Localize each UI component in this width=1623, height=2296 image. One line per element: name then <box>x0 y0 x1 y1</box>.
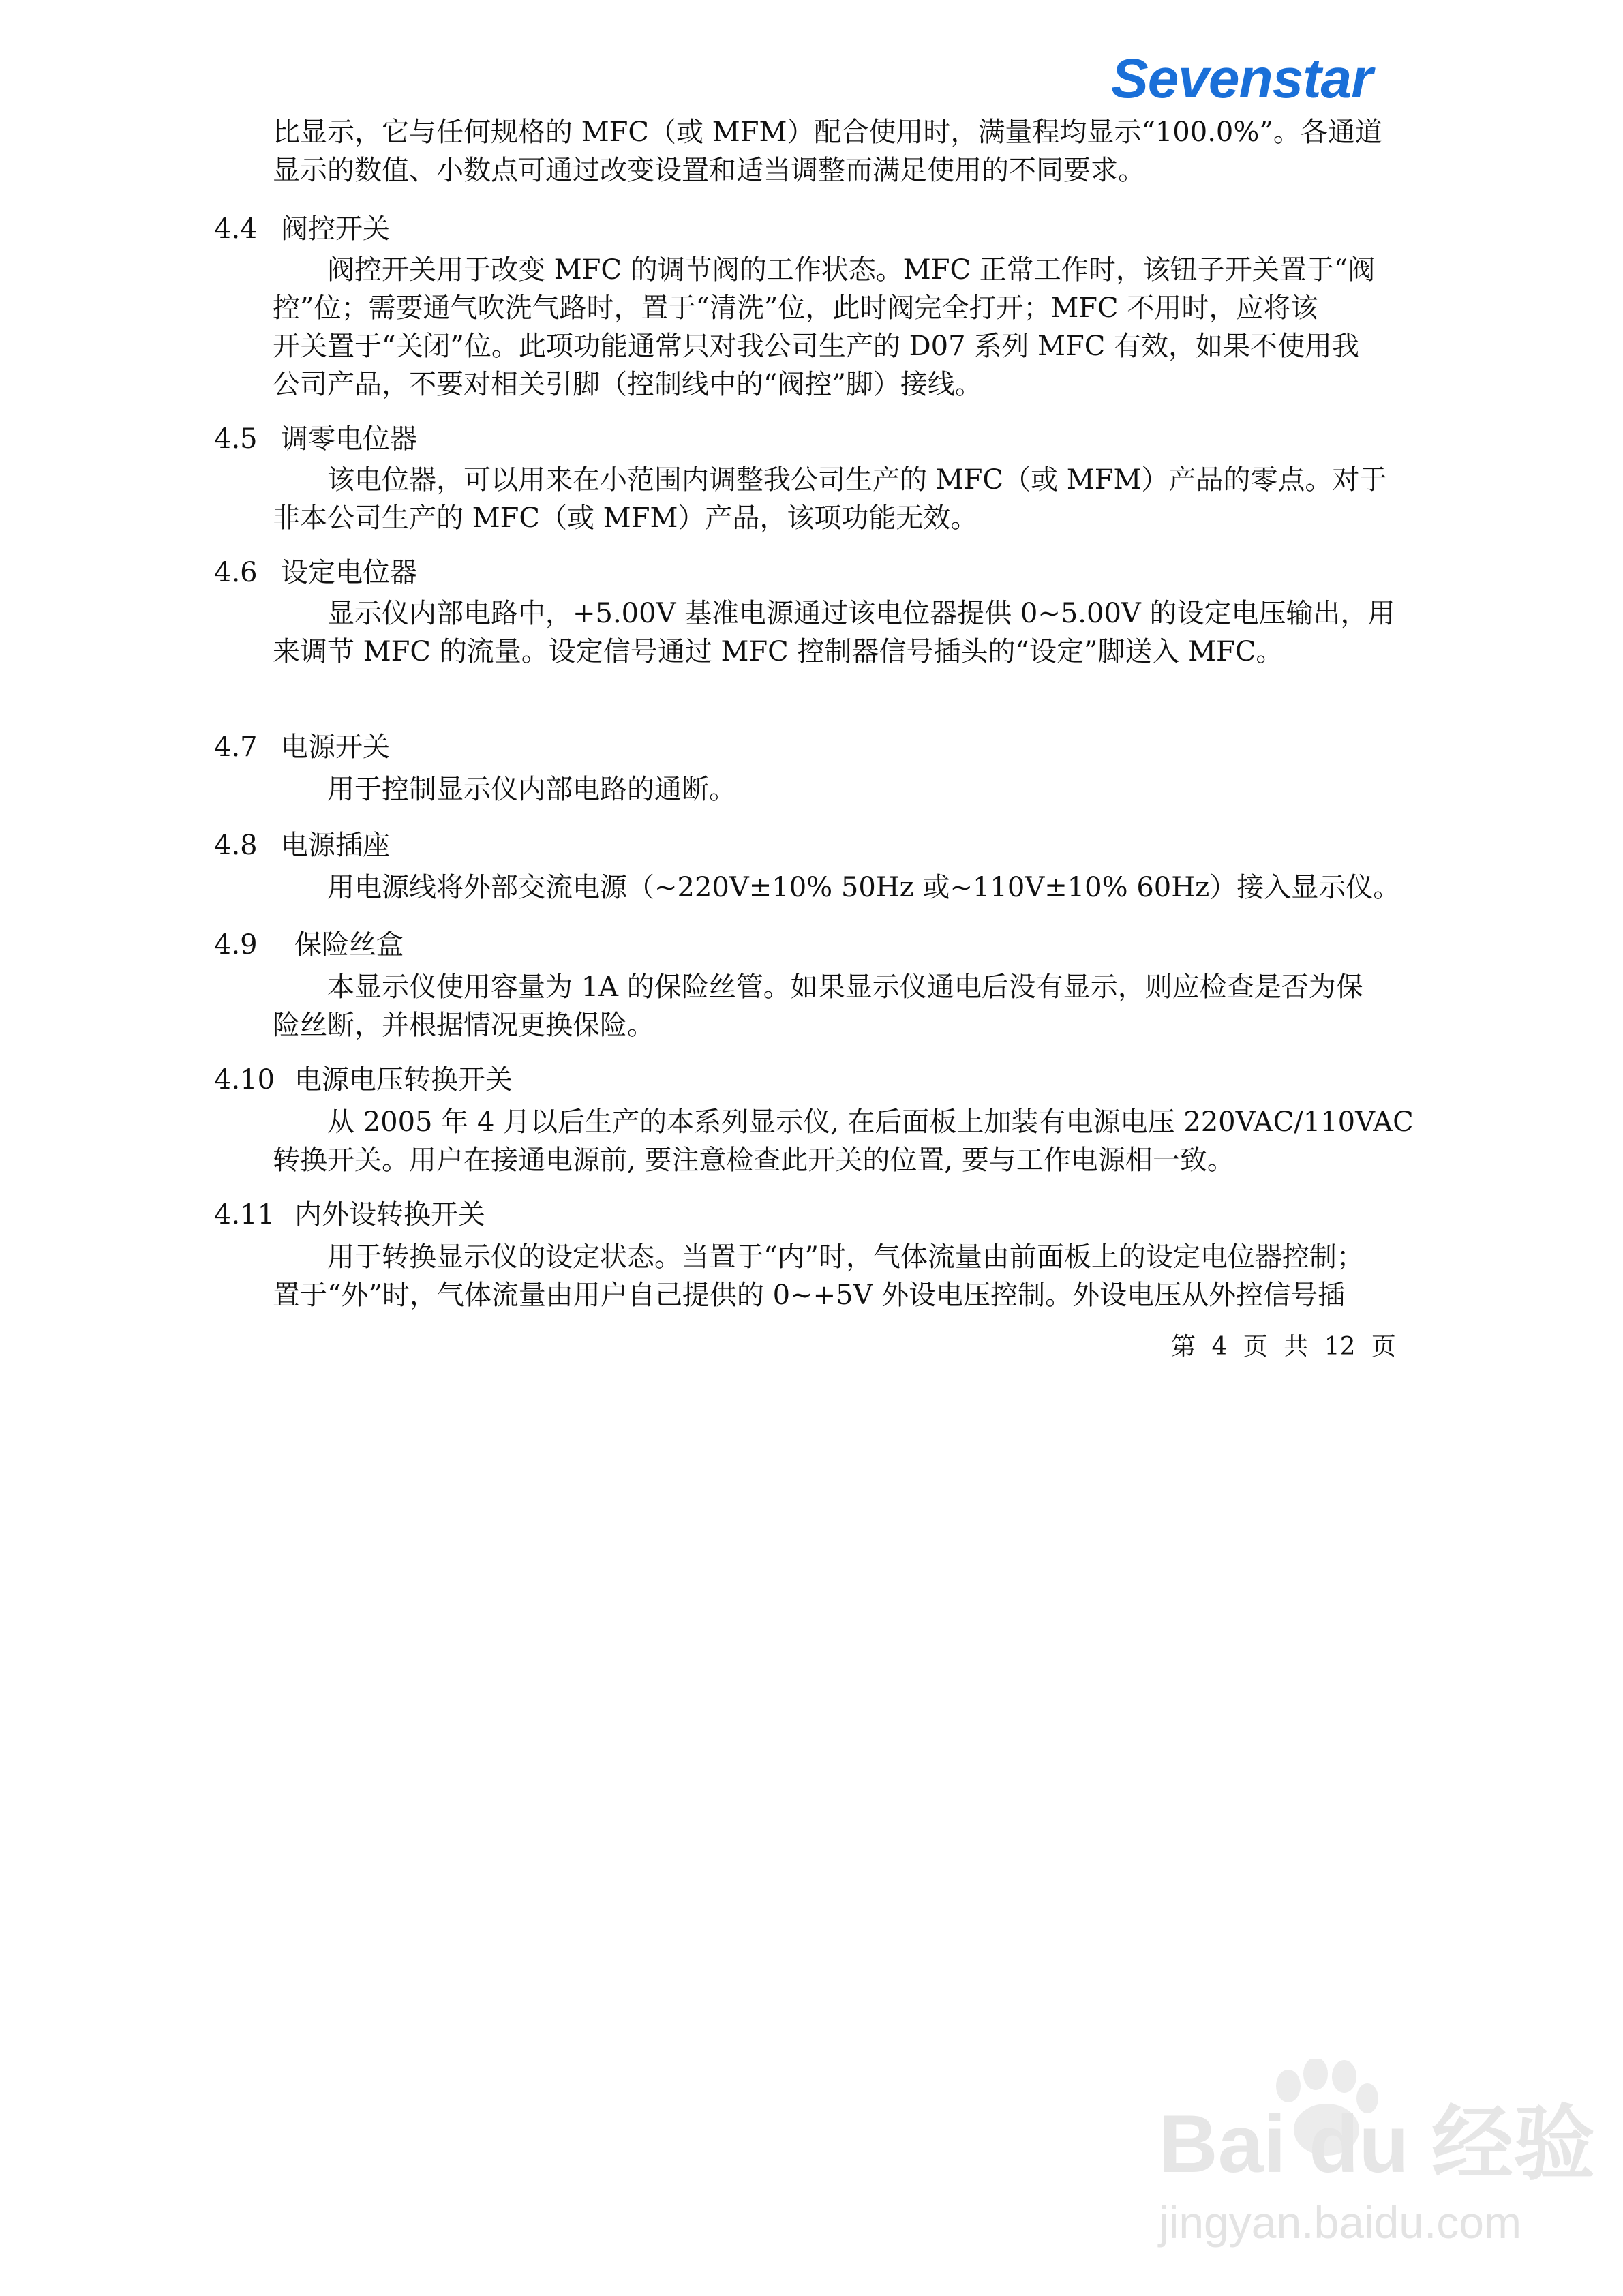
section-title: 调零电位器 <box>281 423 417 455</box>
section-number: 4.8 <box>214 830 258 861</box>
paragraph-line: 控”位；需要通气吹洗气路时，置于“清洗”位，此时阀完全打开；MFC 不用时，应将该 <box>273 292 1318 324</box>
paragraph-line: 本显示仪使用容量为 1A 的保险丝管。如果显示仪通电后没有显示，则应检查是否为保 <box>327 971 1363 1003</box>
watermark-url: jingyan.baidu.com <box>1159 2197 1521 2248</box>
paragraph-line: 公司产品，不要对相关引脚（控制线中的“阀控”脚）接线。 <box>273 369 982 400</box>
section-number: 4.5 <box>214 423 258 455</box>
paragraph-line: 转换开关。用户在接通电源前, 要注意检查此开关的位置, 要与工作电源相一致。 <box>273 1145 1234 1176</box>
paragraph-line: 用于控制显示仪内部电路的通断。 <box>327 774 736 805</box>
section-number: 4.11 <box>214 1199 275 1230</box>
section-title: 电源插座 <box>281 830 390 861</box>
paragraph-line: 险丝断，并根据情况更换保险。 <box>273 1010 654 1041</box>
sevenstar-logo: Sevenstar <box>1111 48 1373 110</box>
section-title: 电源电压转换开关 <box>294 1064 513 1096</box>
paragraph-line: 置于“外”时，气体流量由用户自己提供的 0~+5V 外设电压控制。外设电压从外控信号插 <box>273 1280 1346 1311</box>
section-number: 4.9 <box>214 929 258 961</box>
section-number: 4.6 <box>214 557 258 588</box>
section-number: 4.10 <box>214 1064 275 1096</box>
section-heading-4-5 <box>214 420 417 458</box>
section-heading-4-9 <box>214 926 404 964</box>
paragraph-line: 开关置于“关闭”位。此项功能通常只对我公司生产的 D07 系列 MFC 有效，如果不使用我 <box>273 331 1360 362</box>
paragraph-line: 来调节 MFC 的流量。设定信号通过 MFC 控制器信号插头的“设定”脚送入 MFC。 <box>273 636 1284 667</box>
section-heading-4-7 <box>214 728 390 766</box>
paragraph-line: 显示仪内部电路中，+5.00V 基准电源通过该电位器提供 0~5.00V 的设定电压输出，用 <box>327 598 1395 629</box>
watermark-logo-text: Bai du 经验 <box>1159 2098 1596 2190</box>
paragraph-line: 用于转换显示仪的设定状态。当置于“内”时，气体流量由前面板上的设定电位器控制； <box>327 1241 1364 1273</box>
section-heading-4-8 <box>214 826 390 864</box>
paragraph-line: 阀控开关用于改变 MFC 的调节阀的工作状态。MFC 正常工作时，该钮子开关置于“阀 <box>327 254 1376 286</box>
section-heading-4-6 <box>214 554 417 592</box>
section-title: 电源开关 <box>281 731 390 763</box>
section-number: 4.7 <box>214 731 258 763</box>
section-heading-4-10 <box>214 1061 513 1099</box>
paragraph-line: 显示的数值、小数点可通过改变设置和适当调整而满足使用的不同要求。 <box>273 155 1145 186</box>
section-title: 设定电位器 <box>281 557 417 588</box>
paragraph-line: 比显示，它与任何规格的 MFC（或 MFM）配合使用时，满量程均显示“100.0%”。各通道 <box>273 117 1382 148</box>
section-heading-4-4 <box>214 210 390 248</box>
paragraph-line: 非本公司生产的 MFC（或 MFM）产品，该项功能无效。 <box>273 502 978 534</box>
paragraph-line: 该电位器，可以用来在小范围内调整我公司生产的 MFC（或 MFM）产品的零点。对于 <box>327 464 1387 496</box>
section-title: 内外设转换开关 <box>294 1199 485 1230</box>
paragraph-line: 用电源线将外部交流电源（~220V±10% 50Hz 或~110V±10% 60Hz）接入显示仪。 <box>327 872 1401 903</box>
paragraph-line: 从 2005 年 4 月以后生产的本系列显示仪, 在后面板上加装有电源电压 220VAC/110VAC <box>327 1106 1414 1138</box>
section-title: 保险丝盒 <box>294 929 404 961</box>
section-title: 阀控开关 <box>281 213 390 245</box>
section-heading-4-11 <box>214 1196 485 1234</box>
baidu-watermark <box>1145 2059 1596 2263</box>
page-number: 第 4 页 共 12 页 <box>1171 1333 1396 1361</box>
section-number: 4.4 <box>214 213 258 245</box>
